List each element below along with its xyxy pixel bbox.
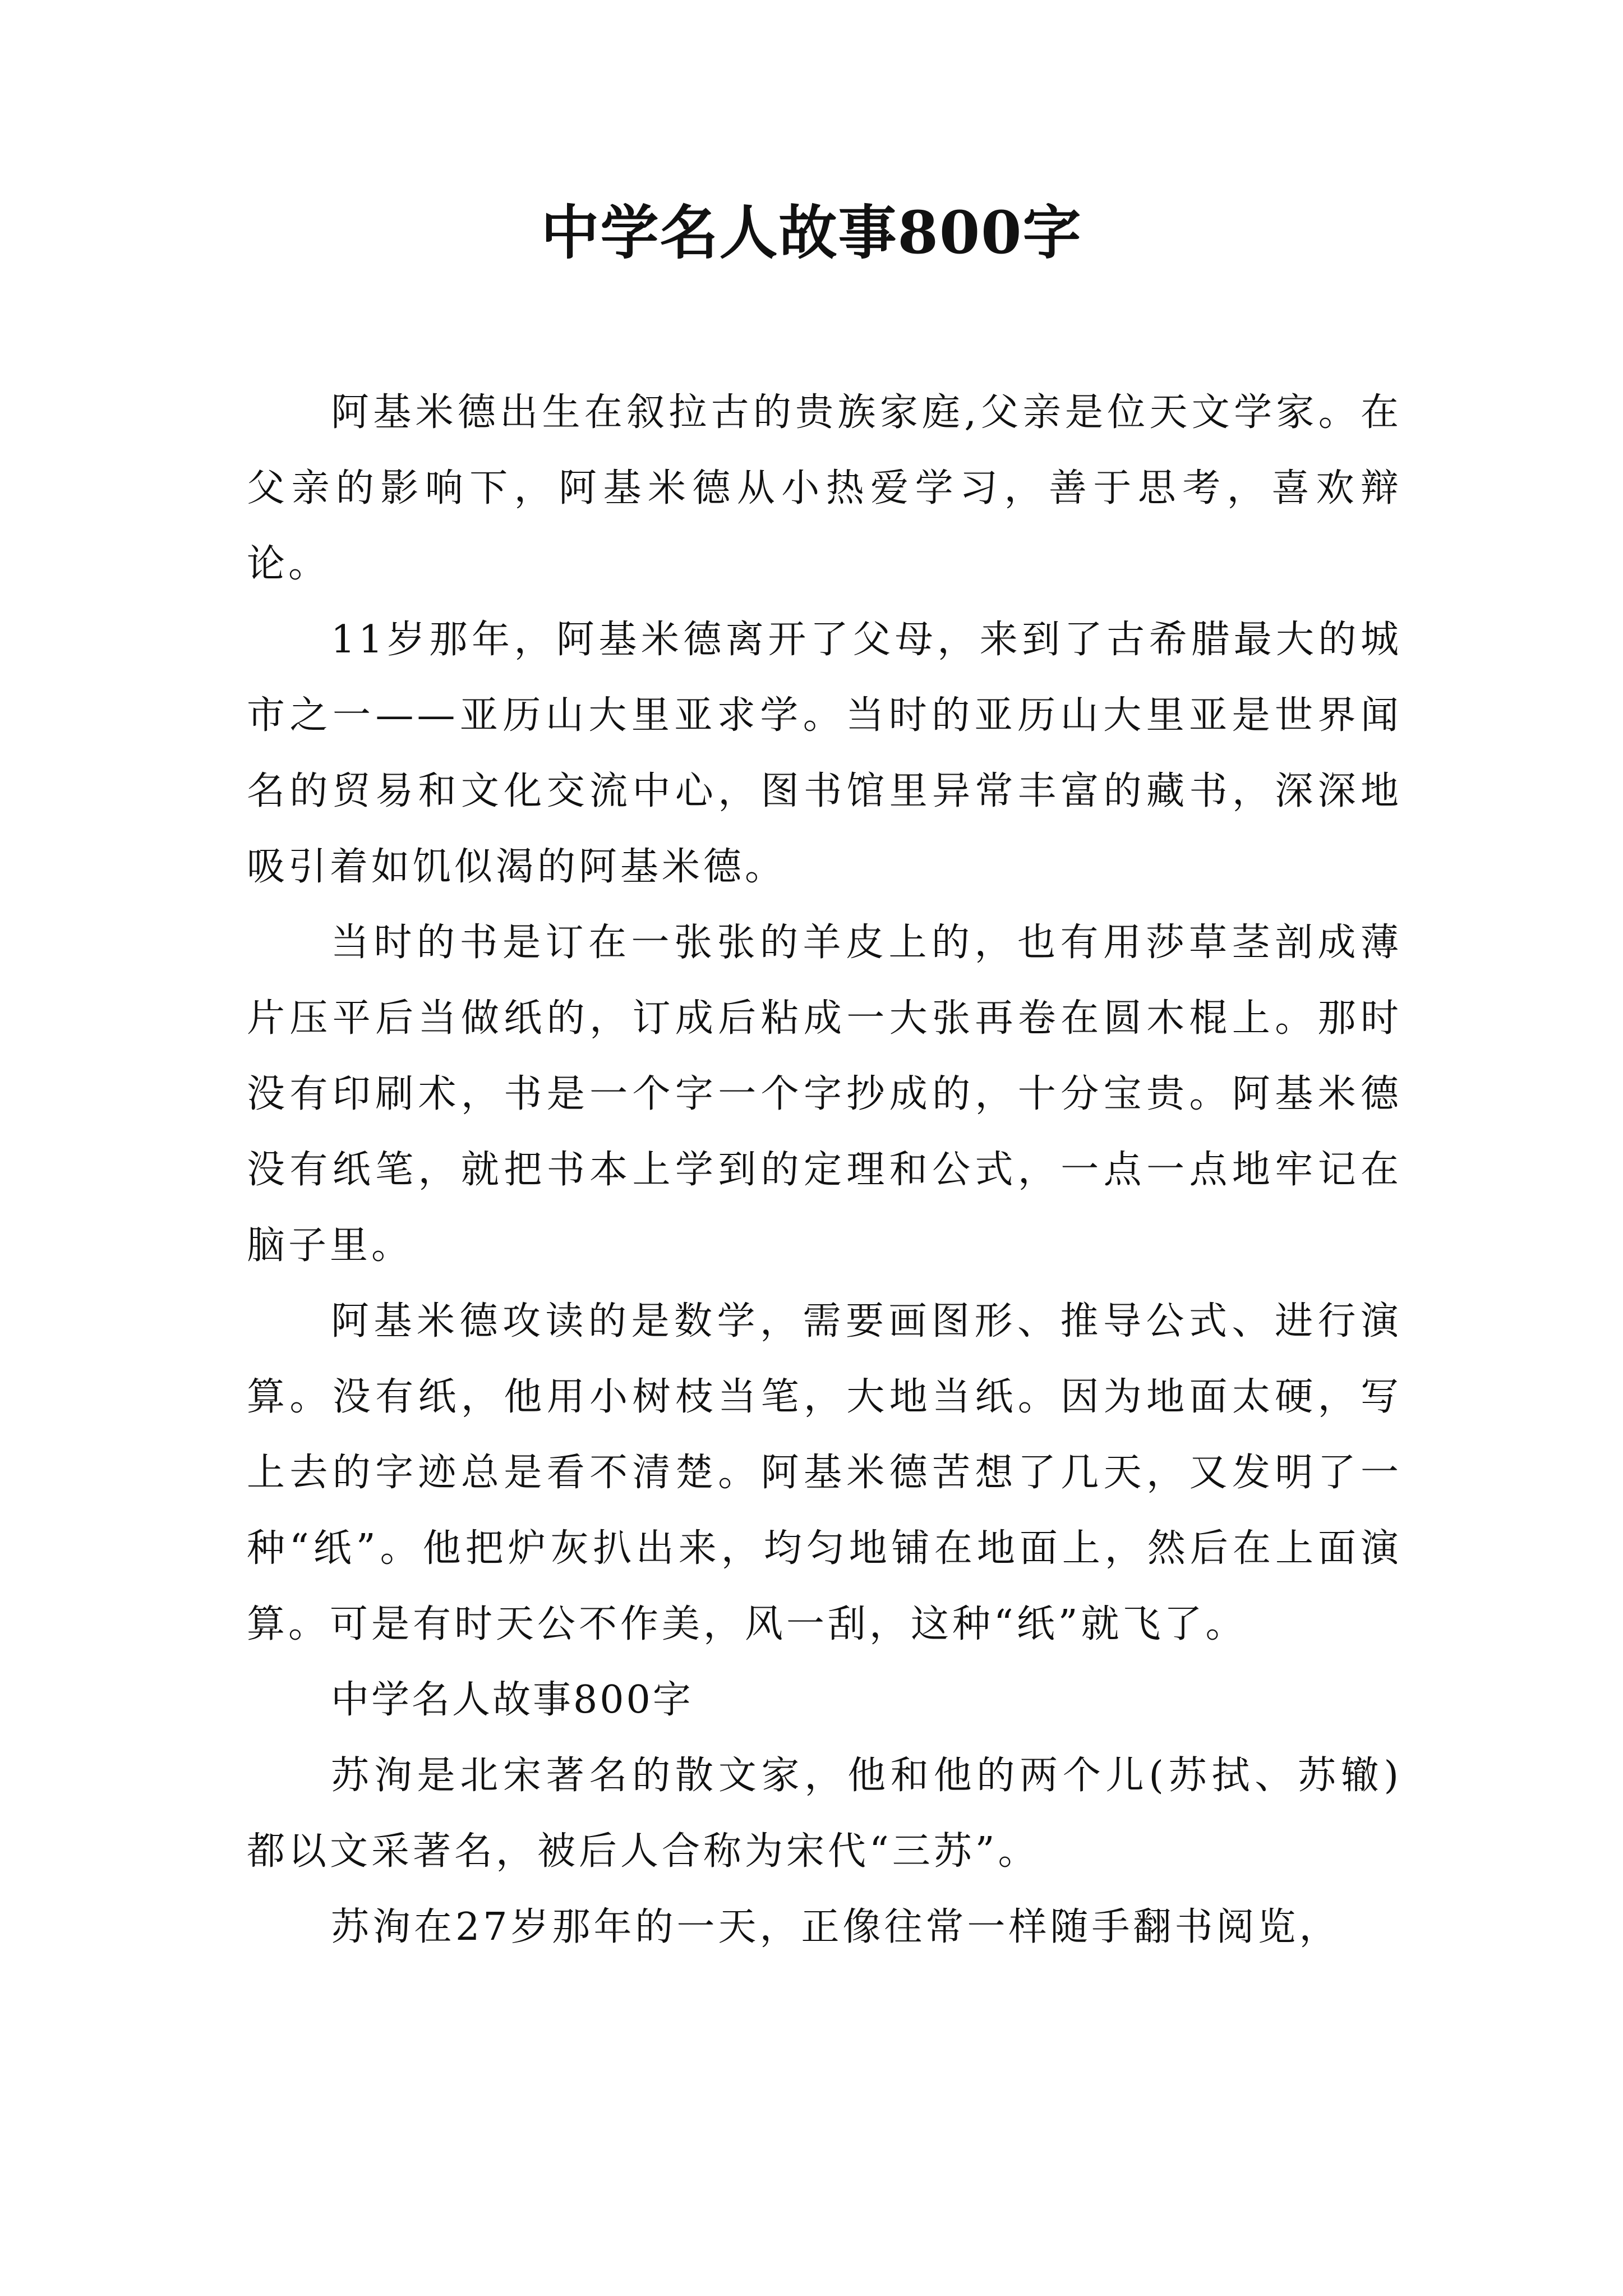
paragraph-su-xun-age27: 苏洵在27岁那年的一天，正像往常一样随手翻书阅览， xyxy=(331,1905,1341,1949)
paragraph-archimedes-study: 11岁那年，阿基米德离开了父母，来到了古希腊最大的城市之一——亚历山大里亚求学。当时的亚历山大里亚是世界闻名的贸易和文化交流中心，图书馆里异常丰富的藏书，深深地吸引着如饥似渴的阿基米德。 xyxy=(247,618,1402,889)
paragraph-archimedes-books: 当时的书是订在一张张的羊皮上的，也有用莎草茎剖成薄片压平后当做纸的，订成后粘成一大张再卷在圆木棍上。那时没有印刷术，书是一个字一个字抄成的，十分宝贵。阿基米德没有纸笔，就把书本上学到的定理和公式，一点一点地牢记在脑子里。 xyxy=(247,921,1402,1268)
paragraph-archimedes-paper: 阿基米德攻读的是数学，需要画图形、推导公式、进行演算。没有纸，他用小树枝当笔，大地当纸。因为地面太硬，写上去的字迹总是看不清楚。阿基米德苦想了几天，又发明了一种“纸”。他把炉灰扒出来，均匀地铺在地面上，然后在上面演算。可是有时天公不作美，风一刮，这种“纸”就飞了。 xyxy=(247,1299,1402,1646)
paragraph-su-xun-intro: 苏洵是北宋著名的散文家，他和他的两个儿(苏拭、苏辙)都以文采著名，被后人合称为宋代“三苏”。 xyxy=(247,1754,1402,1874)
paragraph-archimedes-birth: 阿基米德出生在叙拉古的贵族家庭,父亲是位天文学家。在父亲的影响下，阿基米德从小热爱学习，善于思考，喜欢辩论。 xyxy=(247,390,1402,586)
document-title: 中学名人故事800字 xyxy=(541,198,1082,267)
section-subheading: 中学名人故事800字 xyxy=(331,1678,693,1722)
document-body xyxy=(247,375,1402,1965)
